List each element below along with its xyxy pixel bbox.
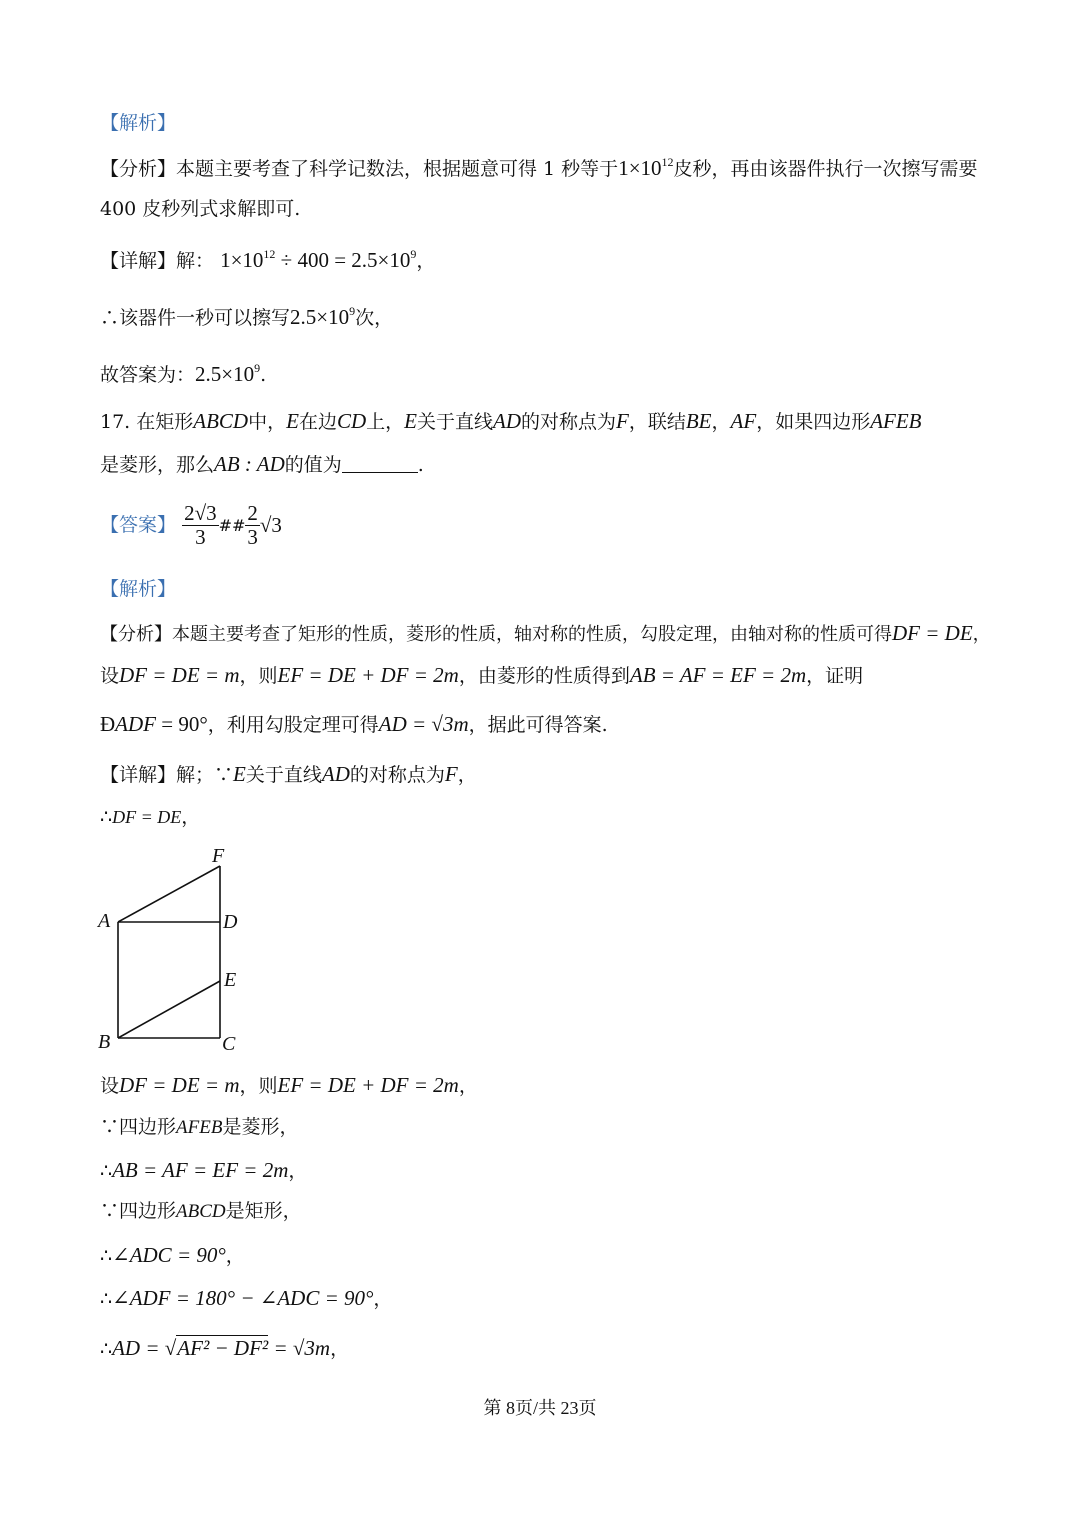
q17-xiangjie-2: ∴DF = DE， xyxy=(100,806,201,828)
solution-line-16-2: ∴该器件一秒可以擦写$2.5\times 10^9$次， xyxy=(100,304,394,329)
answer-tag: 【答案】 xyxy=(100,514,177,537)
q17-step-5: ∴∠ADC = 90°， xyxy=(100,1243,245,1267)
q17-fenxi-2: 设DF = DE = m，则EF = DE + DF = 2m，由菱形的性质得到AB = AF = EF = 2m，证明 xyxy=(100,663,864,687)
segment-AF xyxy=(118,866,220,922)
page-footer: 第 8页/共 23页 xyxy=(483,1398,597,1418)
label-A: A xyxy=(98,910,111,932)
fenxi-tag: 【分析】 xyxy=(100,158,177,180)
q17-fenxi-3: ÐADF = 90°，利用勾股定理可得AD = √3m，据此可得答案. xyxy=(100,712,608,736)
label-F: F xyxy=(212,845,225,867)
answer-fraction-1: $\frac{2√3}{3}$ xyxy=(184,501,217,550)
q17-fenxi-1: 【分析】本题主要考查了矩形的性质，菱形的性质，轴对称的性质，勾股定理，由轴对称的性质可得DF = DE， xyxy=(100,621,991,645)
answer-fraction-2: $\frac{2}{3}$ xyxy=(247,501,258,550)
q17-step-6: ∴∠ADF = 180° − ∠ADC = 90°， xyxy=(100,1286,393,1310)
xiangjie-tag: 【详解】 xyxy=(100,250,177,272)
label-B: B xyxy=(98,1031,111,1053)
q17-stem-1: 17. 在矩形ABCD中，E在边CD上，E关于直线AD的对称点为F，联结BE，AF，如果四边形AFEB xyxy=(100,409,922,433)
jiexi-tag-16: 【解析】 xyxy=(100,112,177,134)
segment-BE xyxy=(118,981,220,1038)
answer-blank xyxy=(342,454,418,473)
xiangjie-line-16: 【详解】解： $1\times 10^{12} \div 400 = 2.5\times 10^9$， xyxy=(100,247,436,272)
geometry-figure xyxy=(90,842,260,1057)
jiexi-tag-17: 【解析】 xyxy=(100,578,177,600)
answer-line-16: 故答案为：$2.5\times 10^9$. xyxy=(100,361,267,386)
q17-step-4: ∵四边形ABCD是矩形， xyxy=(100,1200,302,1222)
q17-answer-line: 【答案】 $\frac{2√3}{3}$ ## $\frac{2}{3}$ √3 xyxy=(100,501,282,550)
q17-xiangjie-1: 【详解】解；∵E关于直线AD的对称点为F， xyxy=(100,762,477,786)
fenxi-line-16-2: 400 皮秒列式求解即可. xyxy=(100,198,301,220)
q17-step-7: ∴AD = √AF² − DF² = √3m， xyxy=(100,1336,350,1360)
q17-step-3: ∴AB = AF = EF = 2m， xyxy=(100,1158,308,1182)
q17-step-1: 设DF = DE = m，则EF = DE + DF = 2m， xyxy=(100,1073,478,1097)
label-E: E xyxy=(224,969,237,991)
fenxi-line-16-1: 【分析】本题主要考查了科学记数法，根据题意可得 1 秒等于$1\times 10^{12}$皮秒，再由该器件执行一次擦写需要 xyxy=(100,155,978,180)
q17-step-2: ∵四边形AFEB是菱形， xyxy=(100,1116,299,1138)
label-D: D xyxy=(223,911,238,933)
label-C: C xyxy=(222,1033,236,1055)
q17-stem-2: 是菱形，那么AB : AD的值为 . xyxy=(100,452,424,476)
